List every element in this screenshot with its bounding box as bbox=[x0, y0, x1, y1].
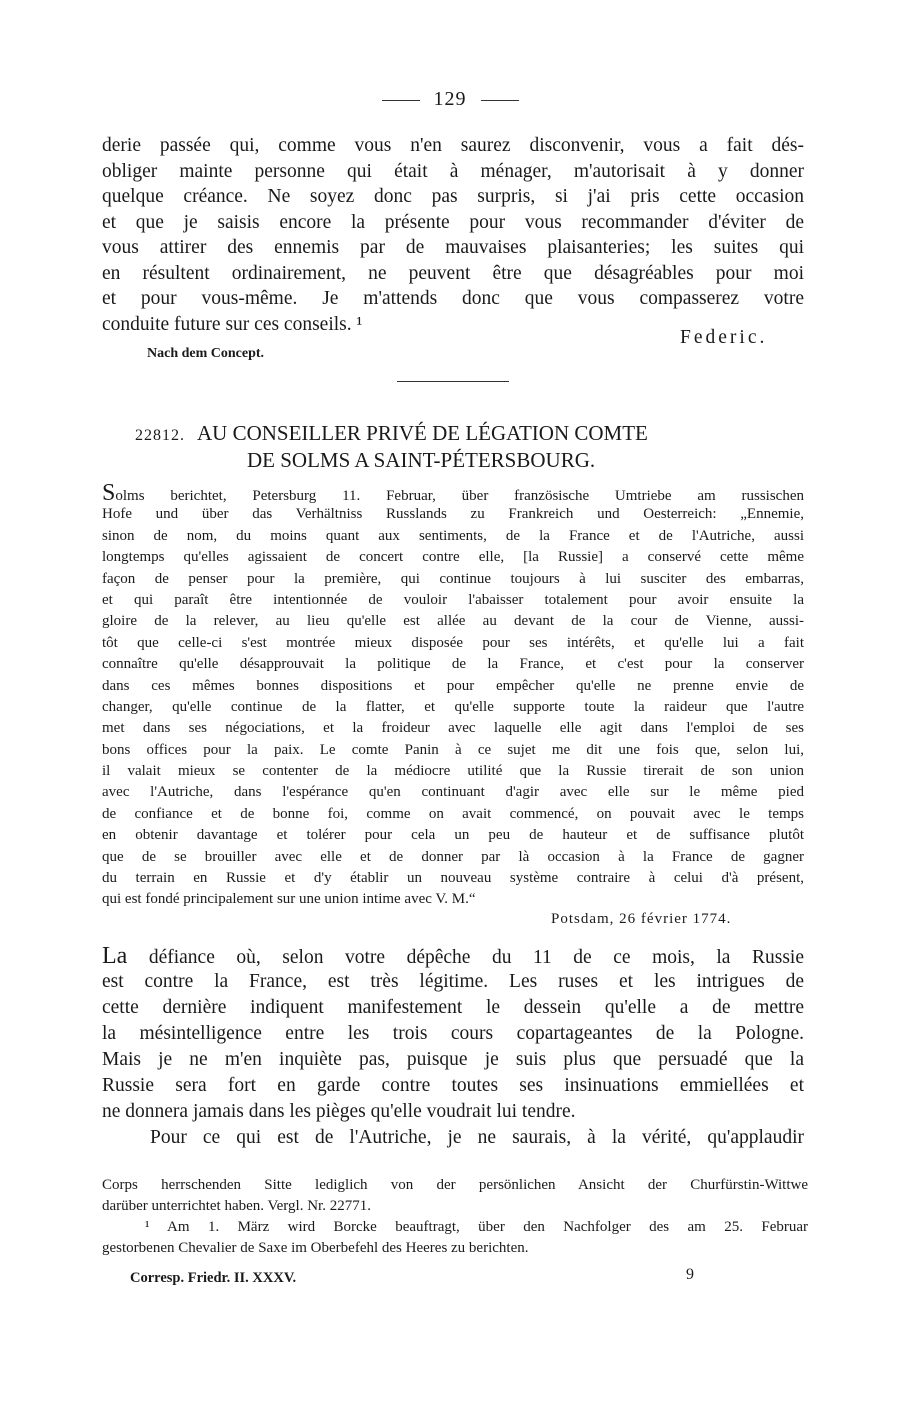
summary-line: dans ces mêmes bonnes dispositions et pour empêcher qu'elle ne prenne envie de bbox=[102, 677, 804, 694]
dateline: Potsdam, 26 février 1774. bbox=[551, 911, 732, 927]
reply-line: Mais je ne m'en inquiète pas, puisque je suis plus que persuadé que la bbox=[102, 1049, 804, 1070]
summary-line: longtemps qu'elles agissaient de concert contre elle, [la Russie] a conservé cette même bbox=[102, 549, 804, 566]
summary-line: avec l'Autriche, dans l'espérance qu'en continuant d'agir avec elle sur le même pied bbox=[102, 784, 804, 801]
summary-line: met dans ses négociations, et la froideur avec laquelle elle agit dans l'emploi de ses bbox=[102, 720, 804, 737]
page-number: 129 bbox=[433, 88, 467, 110]
reply-line bbox=[102, 943, 804, 969]
reply-body bbox=[102, 943, 804, 1151]
text-line: obliger mainte personne qui était à ménager, m'autorisait à y donner bbox=[102, 160, 804, 182]
summary-text: olms berichtet, Petersburg 11. Februar, über französische Umtriebe am russischen bbox=[115, 488, 804, 504]
reply-line: Russie sera fort en garde contre toutes ses insinuations emmiellées et bbox=[102, 1075, 804, 1096]
summary-line: tôt que celle-ci s'est montrée mieux disposée pour ses intérêts, et qu'elle lui a fait bbox=[102, 634, 804, 651]
signature: Federic. bbox=[680, 327, 768, 348]
text-line: en résultent ordinairement, ne peuvent être que désagréables pour moi bbox=[102, 262, 804, 284]
footer-source: Corresp. Friedr. II. XXXV. bbox=[130, 1270, 297, 1286]
reply-line: est contre la France, est très légitime. Les ruses et les intrigues de bbox=[102, 971, 804, 992]
text-line: derie passée qui, comme vous n'en saurez disconvenir, vous a fait dés- bbox=[102, 135, 804, 156]
summary-line: connaître qu'elle désapprouvait la politique de la France, et c'est pour la conserver bbox=[102, 656, 804, 673]
reply-line: cette dernière indiquent manifestement le dessein qu'elle a de mettre bbox=[102, 997, 804, 1018]
summary-line: façon de penser pour la première, qui continue toujours à lui susciter des embarras, bbox=[102, 570, 804, 587]
document-summary bbox=[102, 480, 804, 911]
summary-line: gloire de la relever, au lieu qu'elle est allée au devant de la cour de Vienne, aussi- bbox=[102, 613, 804, 630]
footnote-line: darüber unterrichtet haben. Vergl. Nr. 22771. bbox=[102, 1198, 371, 1214]
text-line: et pour vous-même. Je m'attends donc que vous compasserez votre bbox=[102, 288, 804, 309]
header-rule-left bbox=[382, 100, 420, 101]
page-number-header bbox=[0, 88, 900, 111]
summary-line: sinon de nom, du moins quant aux sentiments, de la France et de l'Autriche, aussi bbox=[102, 527, 804, 544]
summary-line: en obtenir davantage et tolérer pour cela un peu de hauteur et de suffisance plutôt bbox=[102, 827, 804, 844]
footer-signature-mark: 9 bbox=[686, 1266, 694, 1283]
footnotes bbox=[102, 1175, 808, 1259]
section-divider bbox=[397, 381, 509, 382]
summary-line: de confiance et de bonne foi, comme on avait commencé, on pouvait avec le temps bbox=[102, 805, 804, 822]
summary-line: qui est fondé principalement sur une union intime avec V. M.“ bbox=[102, 891, 476, 908]
summary-line: il valait mieux se contenter de la médiocre utilité que la Russie tirerait de son union bbox=[102, 763, 804, 780]
reply-line: Pour ce qui est de l'Autriche, je ne saurais, à la vérité, qu'applaudir bbox=[150, 1127, 804, 1148]
text-line: et que je saisis encore la présente pour vous recommander d'éviter de bbox=[102, 211, 804, 233]
footnote-line: ¹ Am 1. März wird Borcke beauftragt, über den Nachfolger des am 25. Februar bbox=[145, 1219, 808, 1235]
summary-line: que de se brouiller avec elle et de donner par là occasion à la France de gagner bbox=[102, 848, 804, 865]
text-line: vous attirer des ennemis par de mauvaises plaisanteries; les suites qui bbox=[102, 237, 804, 258]
reply-line: ne donnera jamais dans les pièges qu'elle voudrait lui tendre. bbox=[102, 1101, 576, 1122]
summary-line bbox=[102, 480, 804, 506]
heading-line-1 bbox=[135, 421, 815, 448]
footnote-line: Corps herrschenden Sitte lediglich von der persönlichen Ansicht der Churfürstin-Wittwe bbox=[102, 1177, 808, 1193]
text-line: conduite future sur ces conseils. ¹ bbox=[102, 313, 363, 335]
letter-continuation bbox=[102, 133, 804, 337]
summary-line: changer, qu'elle continue de la flatter, et qu'elle supporte toute la raideur que l'autre bbox=[102, 698, 804, 715]
document-title-line2: DE SOLMS A SAINT-PÉTERSBOURG. bbox=[247, 448, 596, 472]
summary-line: Hofe und über das Verhältniss Russlands zu Frankreich und Oesterreich: „Ennemie, bbox=[102, 506, 804, 523]
footnote-line: gestorbenen Chevalier de Saxe im Oberbefehl des Heeres zu berichten. bbox=[102, 1240, 529, 1256]
summary-line: et qui paraît être intentionnée de vouloir l'abaisser totalement pour avoir ensuite la bbox=[102, 591, 804, 608]
document-heading bbox=[135, 421, 815, 473]
document-title-line1: AU CONSEILLER PRIVÉ DE LÉGATION COMTE bbox=[197, 421, 648, 445]
header-rule-right bbox=[481, 100, 519, 101]
source-note: Nach dem Concept. bbox=[147, 346, 265, 361]
text-line: quelque créance. Ne soyez donc pas surpris, si j'ai pris cette occasion bbox=[102, 186, 804, 207]
document-number: 22812. bbox=[135, 427, 185, 444]
reply-line: la mésintelligence entre les trois cours copartageantes de la Pologne. bbox=[102, 1023, 804, 1044]
reply-text: défiance où, selon votre dépêche du 11 de ce mois, la Russie bbox=[127, 947, 804, 968]
summary-line: bons offices pour la paix. Le comte Panin à ce sujet me dit une fois que, selon lui, bbox=[102, 741, 804, 758]
summary-dropcap: S bbox=[102, 480, 116, 506]
reply-initial: La bbox=[102, 943, 128, 969]
summary-line: du terrain en Russie et d'y établir un nouveau système contraire à celui d'à présent, bbox=[102, 870, 804, 887]
